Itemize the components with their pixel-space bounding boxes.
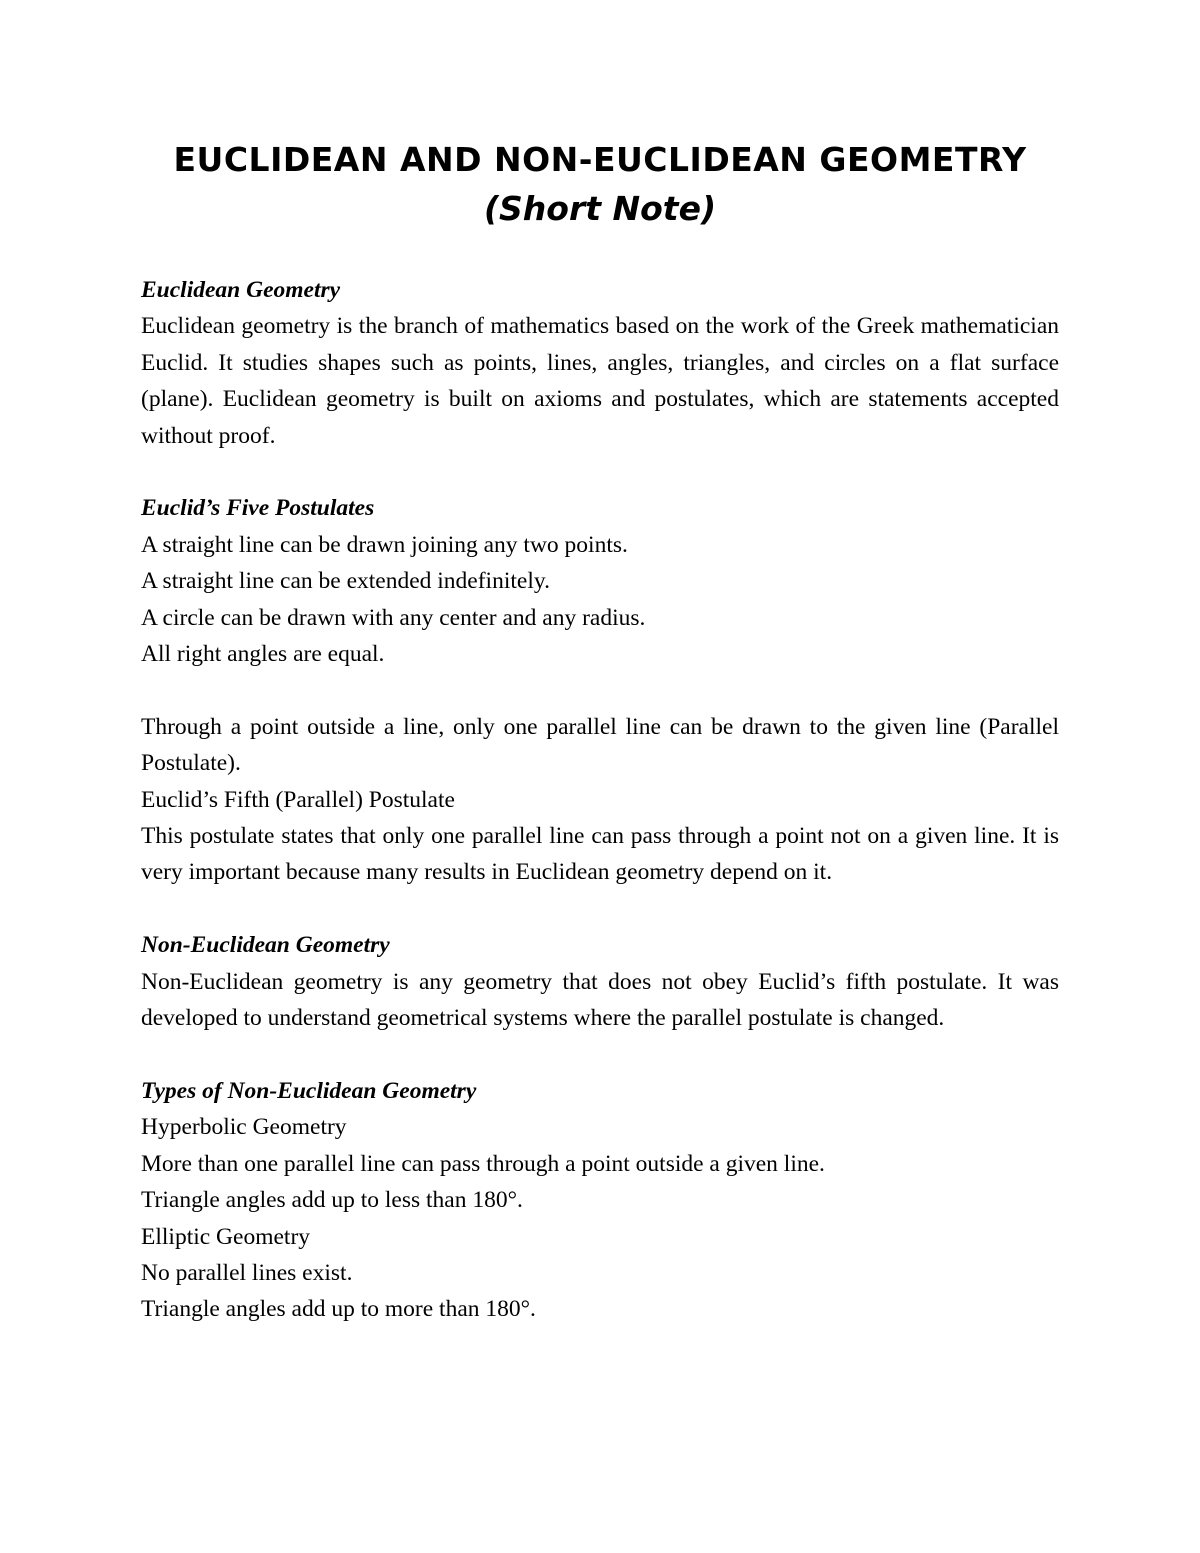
document-subtitle: (Short Note)	[483, 189, 717, 228]
document-page	[141, 136, 1059, 1328]
postulate-line: All right angles are equal.	[141, 641, 385, 668]
postulate-line: A straight line can be drawn joining any two points.	[141, 531, 628, 558]
section-heading-euclidean: Euclidean Geometry	[141, 277, 341, 303]
spacer	[141, 891, 1059, 927]
fifth-postulate-title: Euclid’s Fifth (Parallel) Postulate	[141, 786, 455, 813]
fifth-postulate-paragraph: This postulate states that only one parallel line can pass through a point not on a given line. It is very important because many results in Euclidean geometry depend on it.	[141, 823, 1059, 886]
spacer	[141, 454, 1059, 490]
document-title: EUCLIDEAN AND NON-EUCLIDEAN GEOMETRY	[173, 140, 1027, 179]
section-heading-postulates: Euclid’s Five Postulates	[141, 495, 375, 522]
postulate-line: A straight line can be extended indefinitely.	[141, 568, 550, 595]
spacer	[141, 1036, 1059, 1072]
document-body	[141, 272, 1059, 1328]
type-line: Triangle angles add up to more than 180°.	[141, 1296, 536, 1323]
type-line: Triangle angles add up to less than 180°.	[141, 1187, 523, 1214]
parallel-postulate-paragraph: Through a point outside a line, only one parallel line can be drawn to the given line (Parallel Postulate).	[141, 713, 1059, 777]
type-line: More than one parallel line can pass through a point outside a given line.	[141, 1150, 825, 1177]
type-line: Hyperbolic Geometry	[141, 1114, 347, 1141]
title-block	[0, 136, 1200, 234]
section-paragraph-non-euclidean: Non-Euclidean geometry is any geometry that does not obey Euclid’s fifth postulate. It was developed to understand geometrical systems where the parallel postulate is changed.	[141, 968, 1059, 1032]
section-heading-non-euclidean: Non-Euclidean Geometry	[141, 932, 390, 959]
type-line: No parallel lines exist.	[141, 1259, 353, 1286]
type-line: Elliptic Geometry	[141, 1223, 311, 1250]
spacer	[141, 672, 1059, 708]
section-heading-types: Types of Non-Euclidean Geometry	[141, 1077, 477, 1104]
section-paragraph-euclidean: Euclidean geometry is the branch of mathematics based on the work of the Greek mathematician Euclid. It studies shapes such as points, lines, angles, triangles, and circles on a flat surface (plane). Euclidean geometry is built on axioms and postulates, which are statements accepted without proof.	[141, 313, 1059, 449]
postulate-line: A circle can be drawn with any center and any radius.	[141, 604, 646, 631]
